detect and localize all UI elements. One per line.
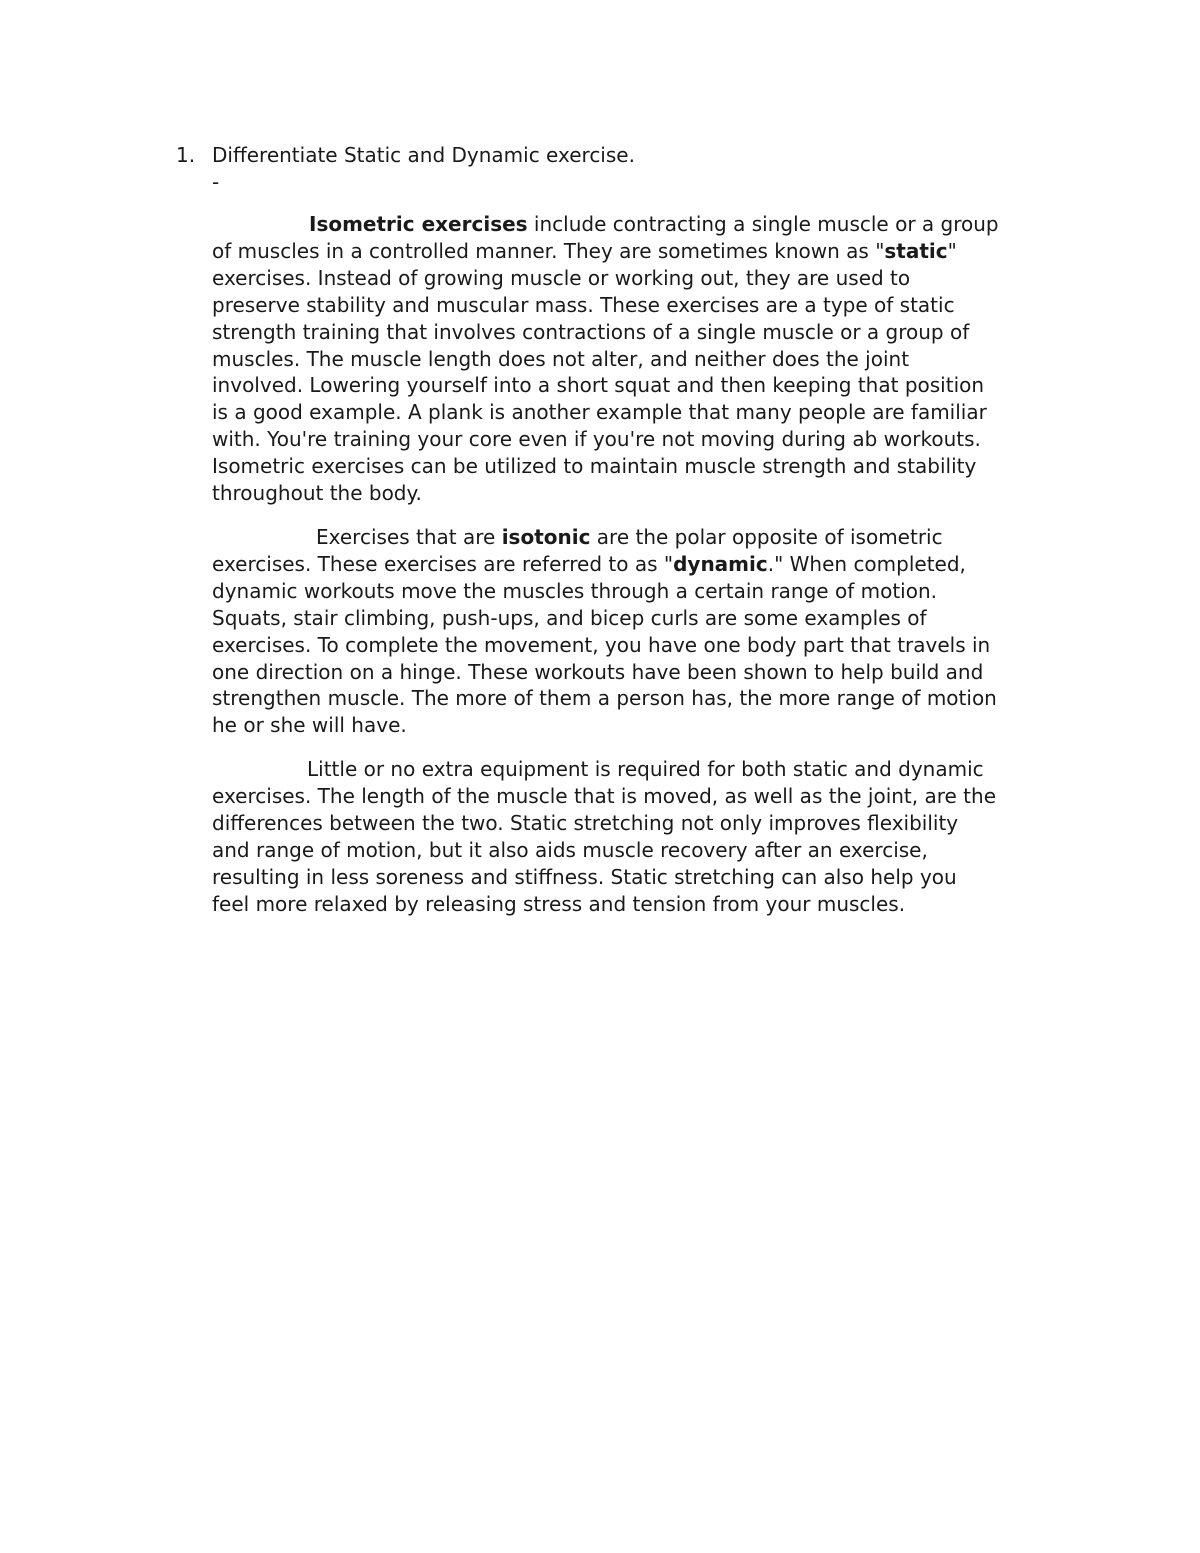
bold-term-isotonic: isotonic (501, 525, 591, 549)
text-span: " (947, 238, 957, 263)
text-span: of muscles in a controlled manner. They are sometimes known as " (212, 238, 885, 263)
text-line: one direction on a hinge. These workouts have been shown to help build and (212, 659, 984, 684)
text-line: Isometric exercises can be utilized to maintain muscle strength and stability (212, 454, 977, 479)
question-text: Differentiate Static and Dynamic exercise. (212, 143, 635, 167)
text-span: exercises. These exercises are referred to as " (212, 551, 674, 576)
text-span: Exercises that are (316, 525, 502, 549)
text-span: include contracting a single muscle or a group (527, 212, 999, 236)
text-line (212, 551, 1072, 578)
text-line: and range of motion, but it also aids muscle recovery after an exercise, (212, 837, 928, 862)
text-span: are the polar opposite of isometric (590, 525, 943, 549)
bold-term-static: static (884, 238, 948, 263)
text-line: throughout the body. (212, 481, 422, 506)
text-line: resulting in less soreness and stiffness. Static stretching can also help you (212, 864, 957, 889)
text-line: strength training that involves contractions of a single muscle or a group of (212, 319, 970, 344)
bold-term-dynamic: dynamic (673, 551, 768, 576)
text-line: preserve stability and muscular mass. These exercises are a type of static (212, 292, 955, 317)
text-line: muscles. The muscle length does not alter, and neither does the joint (212, 346, 910, 371)
text-line: exercises. Instead of growing muscle or working out, they are used to (212, 265, 911, 290)
text-line: involved. Lowering yourself into a short squat and then keeping that position (212, 373, 985, 398)
text-span: ." When completed, (767, 551, 966, 576)
text-line: Little or no extra equipment is required for both static and dynamic (307, 757, 984, 781)
text-line: differences between the two. Static stretching not only improves flexibility (212, 810, 959, 835)
text-line: strengthen muscle. The more of them a person has, the more range of motion (212, 686, 997, 711)
text-line: exercises. The length of the muscle that is moved, as well as the joint, are the (212, 783, 997, 808)
text-line (212, 524, 1072, 551)
text-line: with. You're training your core even if you're not moving during ab workouts. (212, 427, 981, 452)
list-number: 1. (176, 143, 196, 167)
paragraph-isometric (212, 211, 1072, 507)
text-line: he or she will have. (212, 713, 407, 738)
paragraph-isotonic (212, 524, 1072, 739)
text-line: feel more relaxed by releasing stress and tension from your muscles. (212, 891, 906, 916)
text-line (212, 211, 1072, 238)
answer-dash: - (212, 170, 220, 194)
text-line: dynamic workouts move the muscles through a certain range of motion. (212, 578, 937, 603)
text-line (212, 238, 1072, 265)
text-line: Squats, stair climbing, push-ups, and bicep curls are some examples of (212, 605, 927, 630)
text-line: exercises. To complete the movement, you have one body part that travels in (212, 632, 991, 657)
text-line: is a good example. A plank is another example that many people are familiar (212, 400, 987, 425)
paragraph-comparison (212, 756, 1072, 917)
bold-term-isometric: Isometric exercises (309, 212, 528, 236)
